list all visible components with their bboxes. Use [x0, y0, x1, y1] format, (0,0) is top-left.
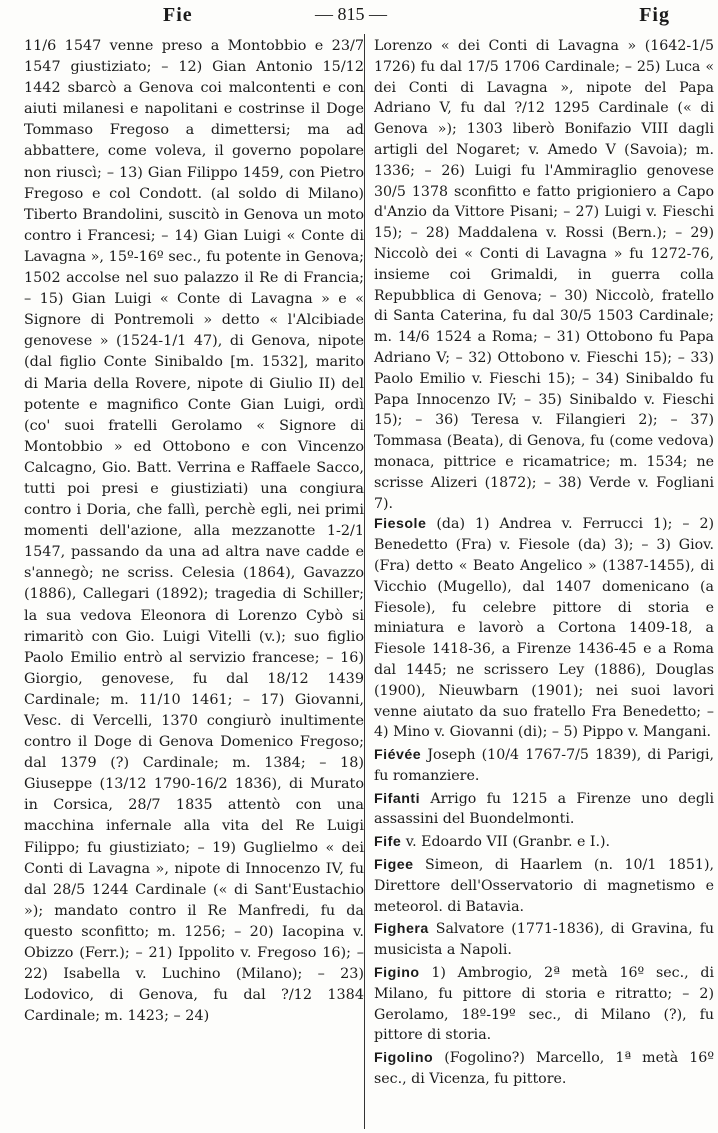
left-column: [24, 36, 364, 1027]
entry-headword: Fife: [374, 834, 402, 851]
entry-text: Salvatore (1771-1836), di Gravina, fu musicista a Napoli.: [374, 921, 714, 959]
entry-figolino: [374, 1048, 714, 1090]
entry-text: (da) 1) Andrea v. Ferrucci 1); – 2) Benedetto (Fra) v. Fiesole (da) 3); – 3) Giov. (Fra) detto « Beato Angelico » (1387-1455), di Vicchio (Mugello), dal 1407 domenicano (a Fiesole), fu celebre pittore di storia e miniatura e lavorò a Cortona 1409-18, a Fiesole 1418-36, a Firenze 1436-45 e a Roma dal 1445; ne scrissero Ley (1886), Douglas (1900), Nieuwbarn (1901); nei suoi lavori venne aiutato da suo fratello Fra Benedetto; – 4) Mino v. Giovanni (di); – 5) Pippo v. Mangani.: [374, 516, 714, 741]
entry-figino: [374, 963, 714, 1046]
entry-fighera: [374, 919, 714, 961]
entry-headword: Figolino: [374, 1050, 434, 1067]
entry-headword: Fiévée: [374, 747, 422, 764]
entry-text: Joseph (10/4 1767-7/5 1839), di Parigi, fu romanziere.: [374, 747, 714, 784]
page-number: — 815 —: [315, 4, 387, 24]
entry-text: (Fogolino?) Marcello, 1ª metà 16º sec., di Vicenza, fu pittore.: [374, 1050, 714, 1088]
entry-text: Arrigo fu 1215 a Firenze uno degli assassini del Buondelmonti.: [374, 790, 714, 828]
entry-fievee: [374, 745, 714, 787]
entry-headword: Fighera: [374, 921, 429, 938]
left-column-text: 11/6 1547 venne preso a Montobbio e 23/7 1547 giustiziato; – 12) Gian Antonio 15/12 1442 sbarcò a Genova coi malcontenti e con aiuti milanesi e napolitani e costrinse il Doge Tommaso Fregoso a dimettersi; ma ad abbattere, come voleva, il governo popolare non riuscì; – 13) Gian Filippo 1459, con Pietro Fregoso e col Condott. (al soldo di Milano) Tiberto Brandolini, suscitò in Genova un moto contro i Francesi; – 14) Gian Luigi « Conte di Lavagna », 15º-16º sec., fu potente in Genova; 1502 accolse nel suo palazzo il Re di Francia; – 15) Gian Luigi « Conte di Lavagna » e « Signore di Pontremoli » detto « l'Alcibiade genovese » (1524-1/1 47), di Genova, nipote (dal figlio Conte Sinibaldo [m. 1532], marito di Maria della Rovere, nipote di Giulio II) del potente e magnifico Conte Gian Luigi, ordì (co' suoi fratelli Gerolamo « Signore di Montobbio » ed Ottobono e con Vincenzo Calcagno, Gio. Batt. Verrina e Raffaele Sacco, tutti poi presi e giustiziati) una congiura contro i Doria, che fallì, perchè egli, nei primi momenti dell'azione, alla mezzanotte 1-2/1 1547, passando da una ad altra nave cadde e s'annegò; ne scriss. Celesia (1864), Gavazzo (1886), Callegari (1892); tragedia di Schiller; la sua vedova Eleonora di Lorenzo Cybò si rimaritò con Gio. Luigi Vitelli (v.); suo figlio Paolo Emilio entrò al servizio francese; – 16) Giorgio, genovese, fu dal 18/12 1439 Cardinale; m. 11/10 1461; – 17) Giovanni, Vesc. di Vercelli, 1370 congiurò inultimente contro il Doge di Genova Domenico Fregoso; dal 1379 (?) Cardinale; m. 1384; – 18) Giuseppe (13/12 1790-16/2 1836), di Murato in Corsica, 28/7 1835 attentò con una macchina infernale alla vita del Re Luigi Filippo; fu giustiziato; – 19) Guglielmo « dei Conti di Lavagna », nipote di Innocenzo IV, fu dal 28/5 1244 Cardinale (« di Sant'Eustachio »); mandato contro il Re Manfredi, fu da questo sconfitto; m. 1256; – 20) Iacopina v. Obizzo (Ferr.); – 21) Ippolito v. Fregoso 16); – 22) Isabella v. Luchino (Milano); – 23) Lodovico, di Genova, fu dal ?/12 1384 Cardinale; m. 1423; – 24): [24, 38, 364, 1025]
entry-headword: Figino: [374, 965, 420, 982]
entry-headword: Fifanti: [374, 790, 421, 807]
entry-figee: [374, 855, 714, 917]
entry-headword: Figee: [374, 857, 414, 874]
entry-text: Simeon, di Haarlem (n. 10/1 1851), Direttore dell'Osservatorio di magnetismo e meteorol. di Batavia.: [374, 857, 714, 915]
entry-fifanti: [374, 789, 714, 831]
entry-fiesole: [374, 514, 714, 743]
entry-text: v. Edoardo VII (Granbr. e I.).: [405, 834, 611, 851]
entry-fife: [374, 832, 714, 853]
fieschi-continuation: Lorenzo « dei Conti di Lavagna » (1642-1/5 1726) fu dal 17/5 1706 Cardinale; – 25) Luca « dei Conti di Lavagna », nipote del Papa Adriano V, fu dal ?/12 1295 Cardinale (« di Genova »); 1303 liberò Bonifazio VIII dagli artigli del Nogaret; v. Amedo V (Savoia); m. 1336; – 26) Luigi fu l'Ammiraglio genovese 30/5 1378 sconfitto e fatto prigioniero a Capo d'Anzio da Vittore Pisani; – 27) Luigi v. Fieschi 15); – 28) Maddalena v. Rossi (Bern.); – 29) Niccolò dei « Conti di Lavagna » fu 1272-76, insieme coi Grimaldi, in guerra colla Repubblica di Genova; – 30) Niccolò, fratello di Santa Caterina, fu dal 30/5 1503 Cardinale; m. 14/6 1524 a Roma; – 31) Ottobono fu Papa Adriano V; – 32) Ottobono v. Fieschi 15); – 33) Paolo Emilio v. Fieschi 15); – 34) Sinibaldo fu Papa Innocenzo IV; – 35) Sinibaldo v. Fieschi 15); – 36) Teresa v. Filangieri 2); – 37) Tommasa (Beata), di Genova, fu (come vedova) monaca, pittrice e ricamatrice; m. 1534; ne scrisse Alizeri (1872); – 38) Verde v. Fogliani 7).: [374, 38, 714, 512]
header-left-guide-word: Fie: [163, 3, 193, 26]
page-header: [0, 0, 718, 30]
entry-text: 1) Ambrogio, 2ª metà 16º sec., di Milano, fu pittore di storia e ritratto; – 2) Gerolamo, 18º-19º sec., di Milano (?), fu pittore di storia.: [374, 965, 714, 1044]
right-column: [374, 36, 714, 1092]
column-divider: [364, 34, 365, 1129]
entry-headword: Fiesole: [374, 516, 427, 533]
header-right-guide-word: Fig: [639, 3, 670, 26]
